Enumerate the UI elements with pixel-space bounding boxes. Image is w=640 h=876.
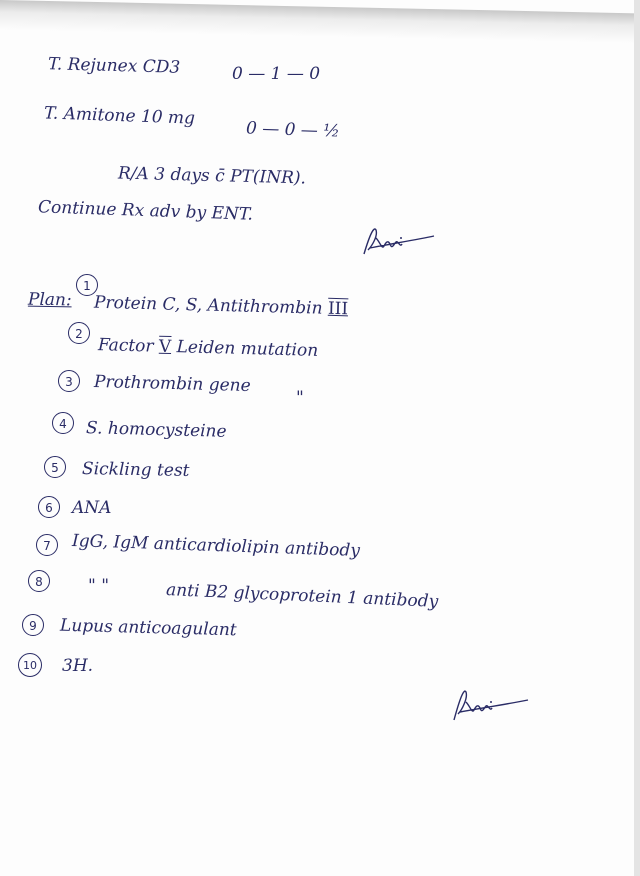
doctor-signature [360,224,440,260]
plan-item-number: 4 [52,412,74,434]
ditto-mark: " " [88,576,110,596]
plan-item-text: Factor [97,335,154,357]
plan-item-text: IgG, IgM anticardiolipin antibody [71,530,361,562]
medication-drug: T. Amitone 10 mg [43,103,196,129]
plan-item-text: Lupus anticoagulant [59,615,237,641]
doctor-signature [450,686,534,726]
scan-right-edge [634,0,640,876]
medication-row [44,105,196,127]
plan-item-number: 1 [76,274,98,296]
plan-item-number: 3 [58,370,80,392]
plan-item [82,461,190,480]
plan-item-text: anti B2 glycoprotein 1 antibody [165,580,439,612]
plan-item-number: 7 [36,534,58,556]
plan-item-number: 8 [28,570,50,592]
medication-drug: T. Rejunex CD3 [47,54,181,78]
plan-item [93,371,251,397]
ditto-mark: " [296,388,304,408]
plan-item-number: 10 [18,653,42,677]
continue-note: Continue Rx adv by ENT. [37,197,254,225]
plan-item [72,500,111,517]
plan-item [62,658,93,675]
plan-item-text: S. homocysteine [85,418,227,442]
plan-item-number: 5 [44,456,66,478]
review-note: R/A 3 days c̄ PT(INR). [117,163,307,189]
plan-item [59,615,237,641]
plan-item-text: Protein C, S, Antithrombin [93,292,323,319]
plan-item [166,582,439,611]
plan-item [98,337,319,360]
plan-item [93,292,349,320]
medication-row [48,56,181,76]
scan-top-edge [0,0,640,43]
plan-item-text: Leiden mutation [176,337,319,361]
plan-item-number: 9 [22,614,44,636]
plan-item-text: 3H. [62,656,94,676]
plan-item-text: Prothrombin gene [93,371,251,397]
plan-item [86,420,227,441]
plan-item-text: Sickling test [81,459,190,481]
roman-numeral: III [327,298,349,320]
roman-numeral: V [158,336,172,358]
plan-item-number: 2 [68,322,90,344]
plan-item [71,530,361,562]
plan-item-text: ANA [72,498,112,518]
plan-item-number: 6 [38,496,60,518]
medication-schedule: 0 — 0 — ½ [245,118,341,142]
medication-schedule: 0 — 1 — 0 [232,64,321,84]
plan-label: Plan: [27,289,72,311]
